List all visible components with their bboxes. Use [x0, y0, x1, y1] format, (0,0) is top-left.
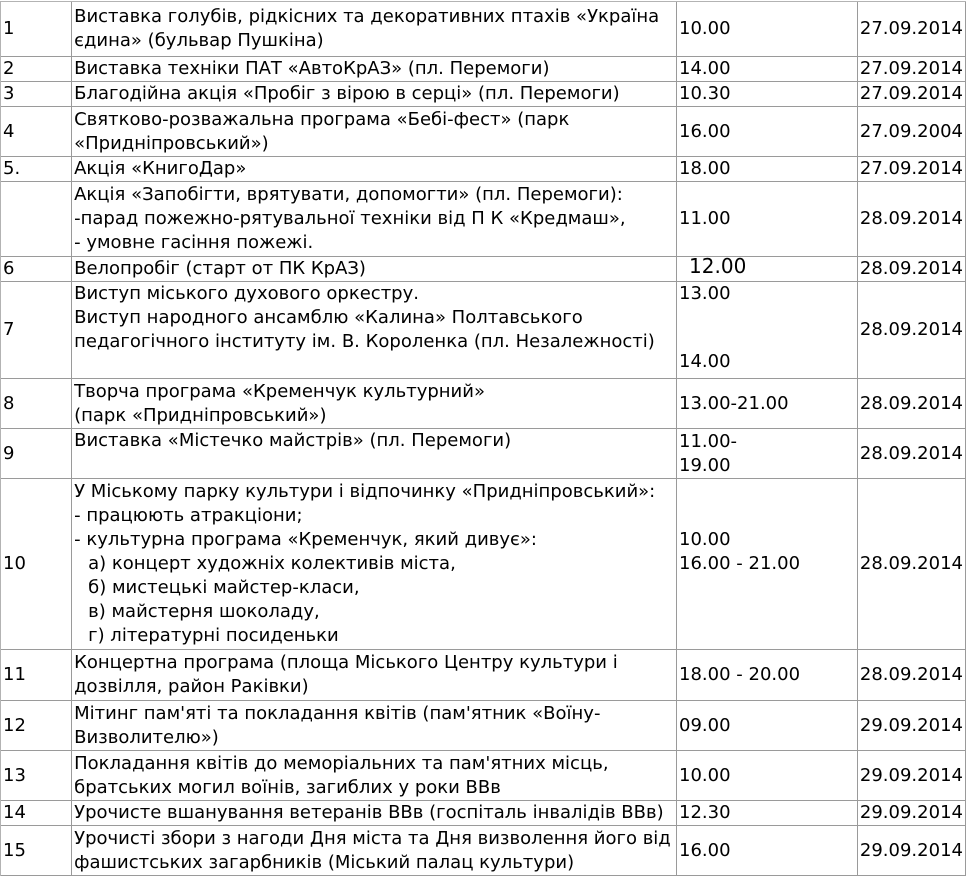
event-description: [72, 429, 677, 479]
event-time-start: 13.00: [679, 283, 731, 304]
event-description: [72, 107, 677, 157]
event-description: [72, 801, 677, 826]
event-line: Урочисте вшанування ветеранів ВВв (госпіталь інвалідів ВВв): [74, 802, 664, 823]
event-description: [72, 82, 677, 107]
event-line: -парад пожежно-рятувальної техніки від П К «Кредмаш»,: [74, 208, 626, 229]
event-time-start: 11.00-: [679, 430, 738, 452]
event-line: - культурна програма «Кременчук, який дивує»:: [74, 529, 537, 550]
event-time: [677, 282, 858, 379]
row-number: 10: [1, 479, 72, 650]
event-date: 29.09.2014: [858, 751, 966, 801]
row-number: 8: [1, 379, 72, 429]
event-description: [72, 826, 677, 876]
event-description: [72, 2, 677, 57]
event-line: Покладання квітів до меморіальних та пам'ятних місць,: [74, 752, 609, 774]
event-time: 16.00: [677, 107, 858, 157]
event-date: 29.09.2014: [858, 701, 966, 751]
event-line: (парк «Придніпровський»): [74, 404, 327, 426]
event-line: Виставка техніки ПАТ «АвтоКрАЗ» (пл. Перемоги): [74, 58, 550, 79]
event-time-end: 19.00: [679, 454, 731, 476]
event-line: єдина» (бульвар Пушкіна): [74, 30, 324, 51]
event-line: Святково-розважальна програма «Бебі-фест» (парк: [74, 108, 570, 130]
event-line: Акція «КнигоДар»: [74, 158, 247, 179]
event-time: 18.00 - 20.00: [677, 650, 858, 701]
event-line: У Міському парку культури і відпочинку «Придніпровський»:: [74, 481, 656, 502]
event-time: 10.00: [677, 2, 858, 57]
event-line: Виступ міського духового оркестру.: [74, 283, 419, 304]
event-line: - умовне гасіння пожежі.: [74, 232, 314, 253]
event-date: 28.09.2014: [858, 379, 966, 429]
event-time: 11.00: [677, 182, 858, 257]
row-number: 2: [1, 57, 72, 82]
event-time: 10.00: [677, 751, 858, 801]
event-time: 13.00-21.00: [677, 379, 858, 429]
event-description: [72, 650, 677, 701]
event-line: б) мистецькі майстер-класи,: [88, 577, 360, 598]
table-row: [1, 429, 966, 479]
row-number: [1, 182, 72, 257]
table-row: [1, 701, 966, 751]
events-schedule-table: [0, 1, 966, 876]
event-time: 14.00: [677, 57, 858, 82]
event-description: [72, 479, 677, 650]
row-number: 13: [1, 751, 72, 801]
event-line: Урочисті збори з нагоди Дня міста та Дня визволення його від: [74, 827, 671, 849]
event-line: «Придніпровський»): [74, 132, 269, 154]
event-time: [677, 429, 858, 479]
event-time: 16.00: [677, 826, 858, 876]
event-line: Визволителю»): [74, 726, 219, 748]
table-row: [1, 479, 966, 650]
event-line: а) концерт художніх колективів міста,: [88, 553, 456, 574]
table-row: [1, 82, 966, 107]
event-line: Велопробіг (старт от ПК КрАЗ): [74, 258, 366, 279]
event-date: 29.09.2014: [858, 801, 966, 826]
event-line: Виступ народного ансамблю «Калина» Полтавського: [74, 307, 583, 328]
event-time-start: 10.00: [679, 529, 731, 550]
row-number: 6: [1, 257, 72, 282]
event-date: 27.09.2014: [858, 82, 966, 107]
event-line: - працюють атракціони;: [74, 505, 303, 526]
event-date: 27.09.2014: [858, 57, 966, 82]
row-number: 9: [1, 429, 72, 479]
event-date: 27.09.2014: [858, 2, 966, 57]
event-line: г) літературні посиденьки: [88, 625, 339, 646]
event-line: Мітинг пам'яті та покладання квітів (пам'ятник «Воїну-: [74, 702, 601, 724]
event-date: 28.09.2014: [858, 257, 966, 282]
table-row: [1, 751, 966, 801]
table-row: [1, 157, 966, 182]
row-number: 12: [1, 701, 72, 751]
event-date: 28.09.2014: [858, 429, 966, 479]
event-line: дозвілля, район Раківки): [74, 676, 309, 697]
event-date: 27.09.2004: [858, 107, 966, 157]
row-number: 1: [1, 2, 72, 57]
event-description: [72, 701, 677, 751]
event-time: 10.30: [677, 82, 858, 107]
event-time-range: 16.00 - 21.00: [679, 553, 801, 574]
row-number: 15: [1, 826, 72, 876]
event-time: [677, 479, 858, 650]
event-description: [72, 751, 677, 801]
event-date: 27.09.2014: [858, 157, 966, 182]
event-description: [72, 282, 677, 379]
event-time-value: 12.00: [689, 257, 747, 278]
event-time: [677, 257, 858, 282]
event-line: братських могил воїнів, загиблих у роки ВВв: [74, 776, 501, 798]
row-number: 4: [1, 107, 72, 157]
row-number: 5.: [1, 157, 72, 182]
event-line: Виставка голубів, рідкісних та декоративних птахів «Україна: [74, 6, 660, 27]
row-number: 3: [1, 82, 72, 107]
event-date: 28.09.2014: [858, 650, 966, 701]
event-time: 18.00: [677, 157, 858, 182]
row-number: 11: [1, 650, 72, 701]
row-number: 14: [1, 801, 72, 826]
event-description: [72, 57, 677, 82]
table-row: [1, 2, 966, 57]
event-time: 12.30: [677, 801, 858, 826]
event-line: Акція «Запобігти, врятувати, допомогти» (пл. Перемоги):: [74, 184, 623, 205]
table-row: [1, 801, 966, 826]
event-line: фашистських загарбників (Міський палац культури): [74, 851, 575, 873]
event-description: [72, 379, 677, 429]
table-row: [1, 182, 966, 257]
event-date: 28.09.2014: [858, 479, 966, 650]
event-line: Виставка «Містечко майстрів» (пл. Перемоги): [74, 430, 512, 451]
event-description: [72, 157, 677, 182]
event-description: [72, 182, 677, 257]
table-row: [1, 650, 966, 701]
event-date: 29.09.2014: [858, 826, 966, 876]
table-row: [1, 379, 966, 429]
event-line: Творча програма «Кременчук культурний»: [74, 380, 485, 402]
table-row: [1, 257, 966, 282]
event-description: [72, 257, 677, 282]
table-row: [1, 826, 966, 876]
event-line: в) майстерня шоколаду,: [88, 601, 320, 622]
event-line: педагогічного інституту ім. В. Короленка (пл. Незалежності): [74, 331, 655, 352]
table-row: [1, 107, 966, 157]
event-time: 09.00: [677, 701, 858, 751]
table-row: [1, 282, 966, 379]
event-date: 28.09.2014: [858, 182, 966, 257]
event-time-second: 14.00: [679, 351, 731, 372]
table-row: [1, 57, 966, 82]
event-date: 28.09.2014: [858, 282, 966, 379]
event-line: Концертна програма (площа Міського Центру культури і: [74, 652, 618, 673]
event-line: Благодійна акція «Пробіг з вірою в серці» (пл. Перемоги): [74, 83, 620, 104]
row-number: 7: [1, 282, 72, 379]
